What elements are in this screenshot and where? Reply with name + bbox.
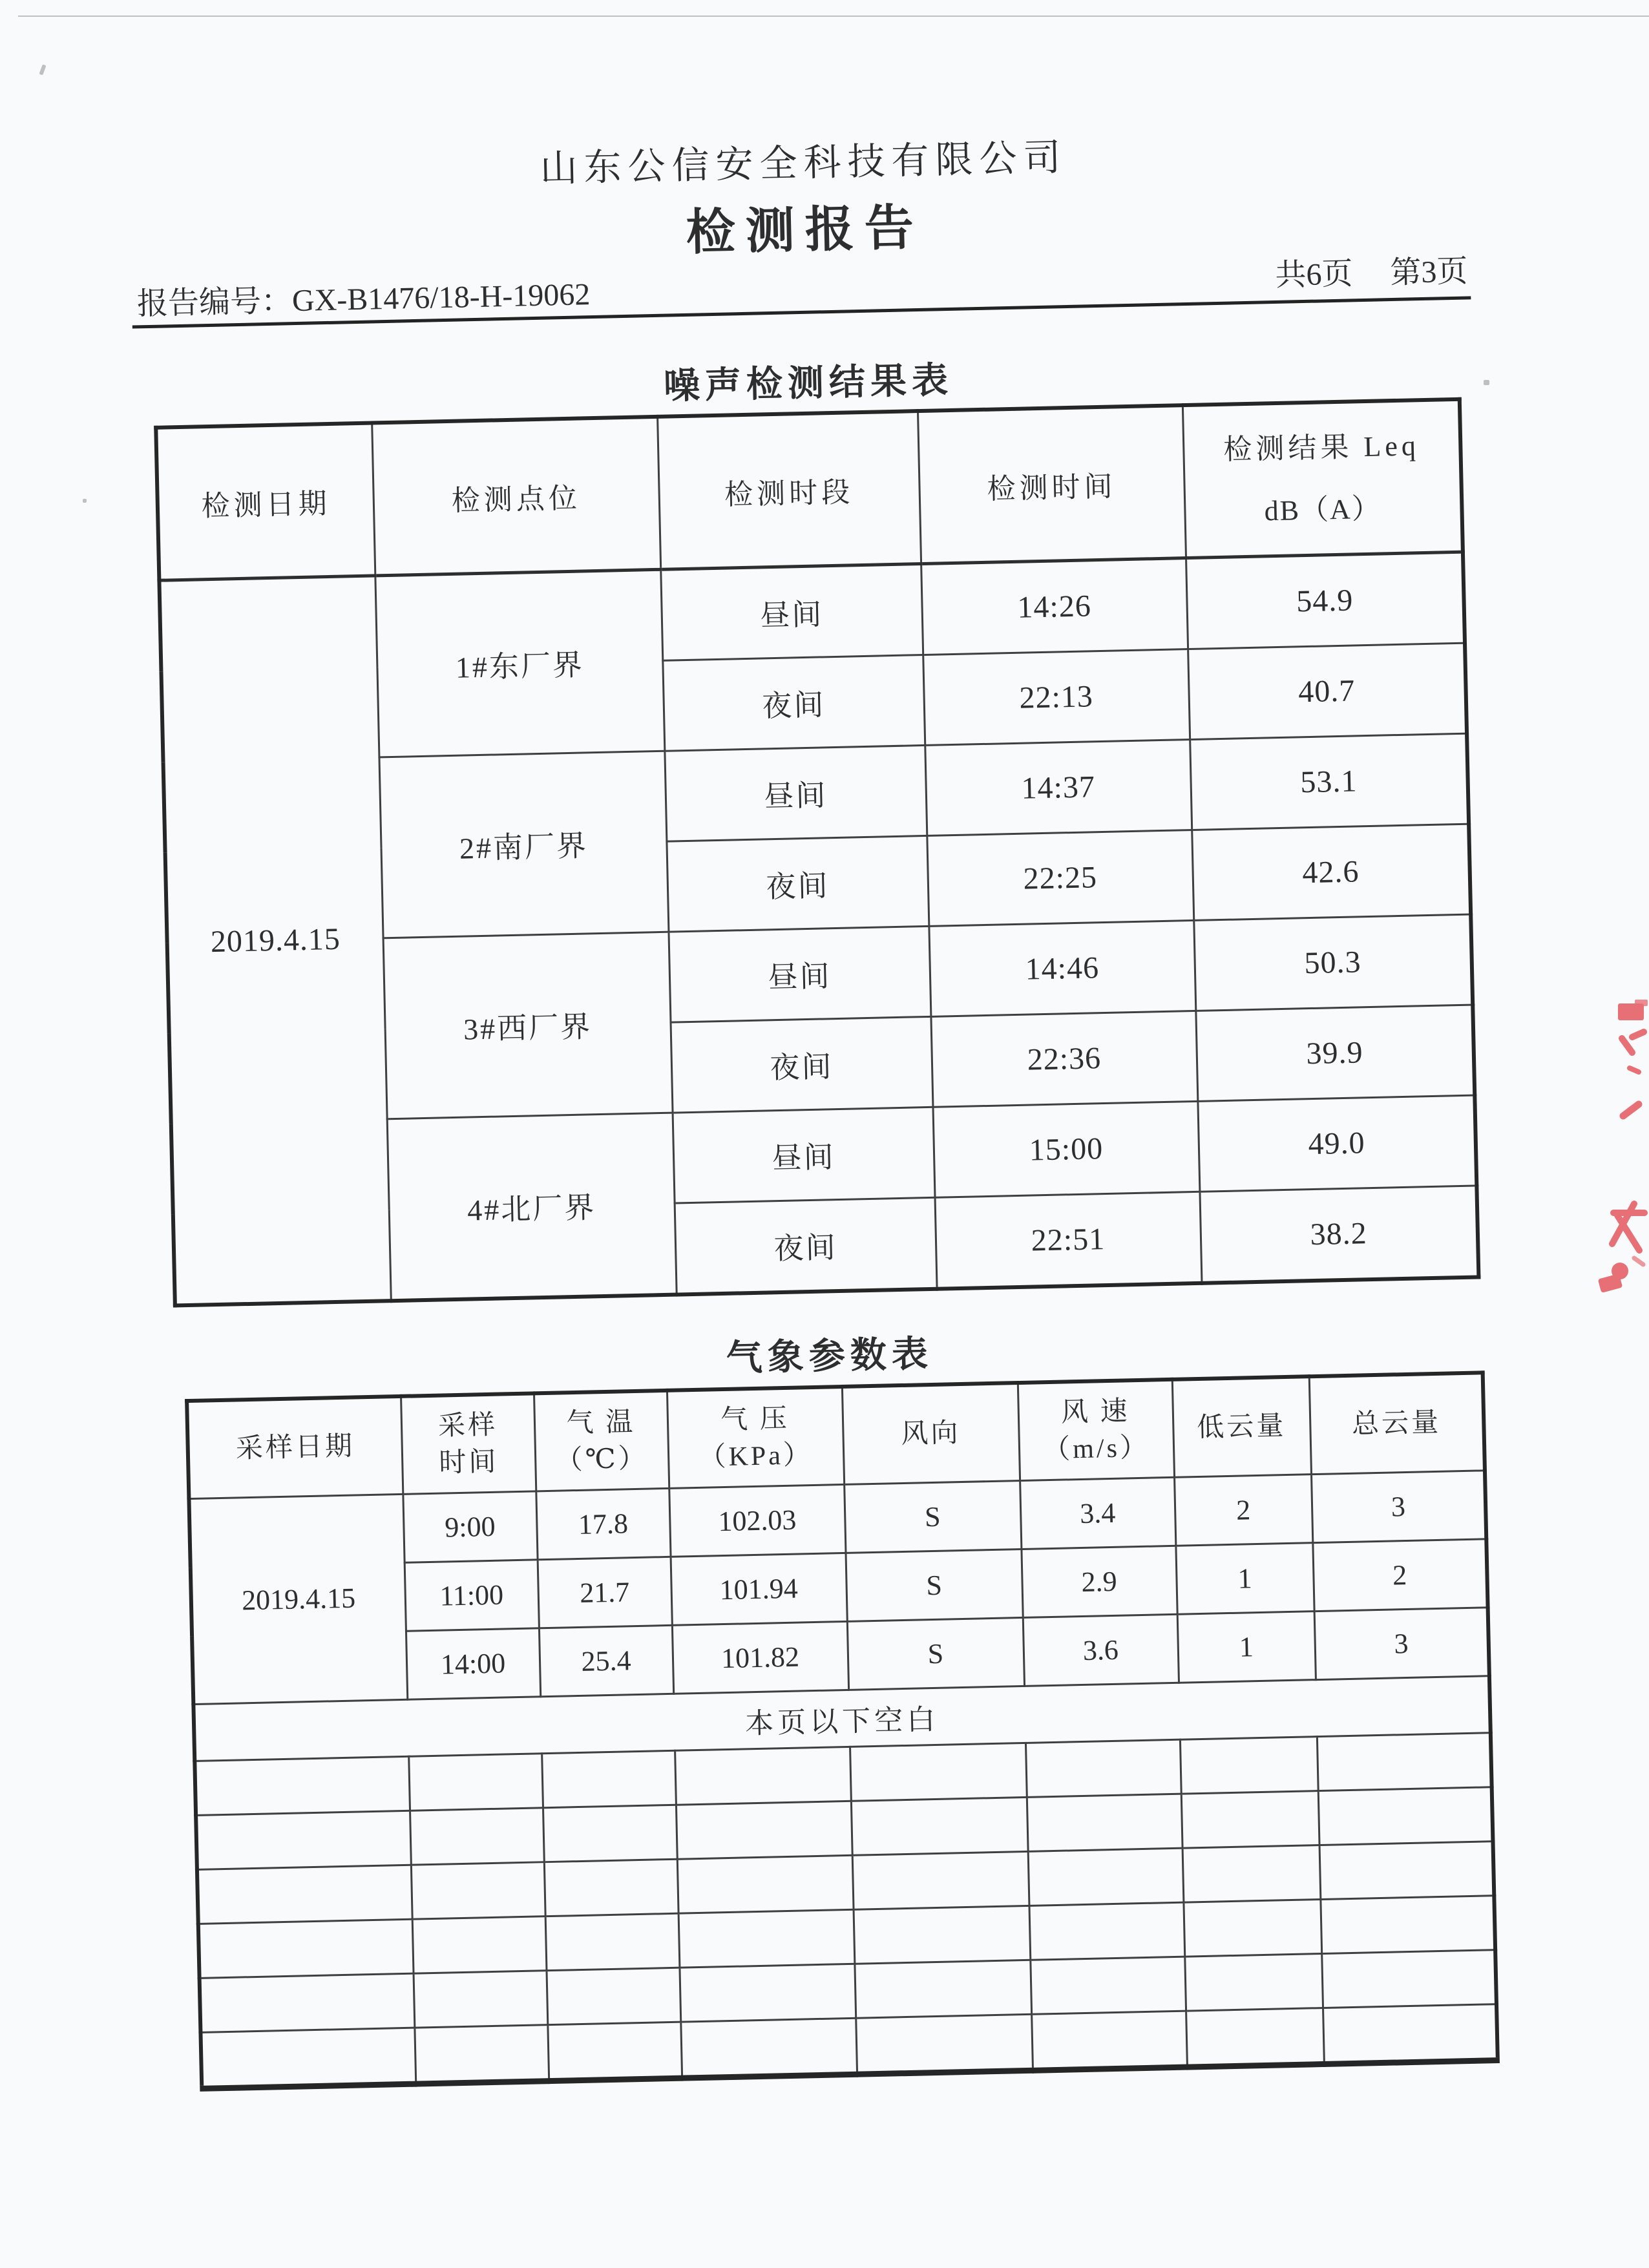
empty-cell: [678, 1909, 855, 1968]
empty-cell: [1182, 1845, 1321, 1903]
time-cell: 22:13: [923, 649, 1190, 746]
leq-cell: 40.7: [1188, 643, 1467, 739]
empty-cell: [676, 1801, 852, 1859]
empty-cell: [414, 2025, 549, 2084]
wind-speed-cell: 3.6: [1023, 1614, 1179, 1686]
leq-cell: 38.2: [1199, 1186, 1478, 1283]
sample-time-cell: 11:00: [404, 1560, 539, 1631]
period-cell: 昼间: [664, 745, 927, 841]
weather-table-body: [187, 1372, 1491, 1761]
period-cell: 夜间: [675, 1197, 937, 1294]
header-detect-date: 检测日期: [156, 423, 375, 581]
time-cell: 22:51: [935, 1192, 1202, 1288]
header-pressure: 气 压 （KPa）: [667, 1387, 844, 1488]
leq-cell: 49.0: [1197, 1095, 1476, 1192]
wind-direction-cell: S: [844, 1481, 1021, 1553]
empty-cell: [852, 1851, 1029, 1909]
time-cell: 22:25: [927, 830, 1193, 926]
current-page: 第3页: [1389, 254, 1469, 291]
result-header-line1: 检测结果 Leq: [1223, 429, 1420, 466]
empty-cell: [1318, 1787, 1493, 1845]
period-cell: 夜间: [662, 655, 925, 751]
empty-cell: [1319, 1842, 1495, 1900]
leq-cell: 50.3: [1193, 914, 1473, 1011]
site-name-cell: 3#西厂界: [383, 932, 673, 1119]
time-cell: 14:37: [925, 740, 1192, 836]
wind-direction-cell: S: [845, 1549, 1022, 1622]
empty-cell: [414, 1971, 548, 2028]
empty-cell: [854, 1906, 1031, 1964]
empty-cell: [547, 2022, 682, 2081]
total-cloud-cell: 3: [1314, 1608, 1489, 1680]
empty-cell: [545, 1913, 680, 1970]
empty-cell: [1184, 1954, 1323, 2011]
pressure-cell: 101.82: [672, 1621, 848, 1694]
pressure-cell: 102.03: [669, 1484, 845, 1557]
site-name-cell: 2#南厂界: [379, 751, 668, 938]
empty-cell: [1186, 2008, 1324, 2067]
low-cloud-cell: 1: [1177, 1612, 1316, 1683]
time-cell: 22:36: [930, 1011, 1197, 1107]
header-low-cloud: 低云量: [1172, 1376, 1311, 1477]
empty-cell: [850, 1743, 1027, 1801]
noise-table-title: 噪声检测结果表: [663, 360, 954, 407]
empty-cell: [196, 1811, 411, 1869]
temperature-cell: 21.7: [538, 1557, 672, 1628]
blank-note-cell: 本页以下空白: [193, 1676, 1490, 1761]
period-cell: 夜间: [671, 1016, 933, 1113]
header-sample-time: 采样 时间: [401, 1393, 536, 1494]
empty-cell: [1028, 1848, 1184, 1906]
report-number-line: [136, 269, 591, 323]
header-wind-speed: 风 速 （m/s）: [1018, 1380, 1174, 1481]
weather-table-title: 气象参数表: [726, 1334, 934, 1379]
period-cell: 夜间: [666, 835, 929, 932]
leq-cell: 39.9: [1195, 1005, 1475, 1101]
empty-cell: [1317, 1733, 1492, 1791]
total-cloud-cell: 2: [1312, 1539, 1487, 1612]
header-wind-direction: 风向: [842, 1383, 1020, 1484]
empty-cell: [1029, 1902, 1184, 1960]
noise-table-header-row: [156, 399, 1463, 580]
low-cloud-cell: 2: [1174, 1475, 1312, 1546]
empty-cell: [410, 1808, 544, 1865]
empty-cell: [1180, 1737, 1318, 1794]
empty-cell: [544, 1859, 678, 1916]
empty-cell: [194, 1756, 410, 1815]
temperature-cell: 25.4: [539, 1625, 673, 1696]
header-detect-period: 检测时段: [657, 411, 921, 569]
empty-cell: [677, 1855, 854, 1913]
header-detect-result: [1182, 399, 1463, 558]
period-cell: 昼间: [660, 564, 923, 661]
time-cell: 15:00: [932, 1101, 1199, 1197]
empty-cell: [680, 2018, 857, 2078]
empty-cell: [411, 1862, 545, 1919]
empty-cell: [854, 1960, 1031, 2018]
time-cell: 14:26: [921, 558, 1188, 655]
total-pages: 共6页: [1274, 257, 1354, 293]
wind-speed-cell: 3.4: [1020, 1477, 1175, 1549]
site-name-cell: 4#北厂界: [387, 1113, 677, 1301]
empty-cell: [1323, 2004, 1498, 2064]
empty-cell: [1031, 2011, 1187, 2070]
header-detect-time: 检测时间: [918, 405, 1186, 563]
period-cell: 昼间: [668, 926, 930, 1022]
company-name: 山东公信安全科技有限公司: [539, 136, 1068, 190]
red-stamp-fragment-lower: [1594, 1199, 1649, 1302]
empty-cell: [198, 1919, 414, 1978]
leq-cell: 53.1: [1190, 733, 1469, 830]
empty-cell: [1030, 1957, 1186, 2014]
report-number-value: GX-B1476/18-H-19062: [291, 277, 591, 319]
document-title: 检测报告: [685, 200, 925, 260]
empty-cell: [1320, 1896, 1495, 1954]
empty-cell: [412, 1916, 547, 1973]
empty-cell: [546, 1968, 680, 2024]
empty-cell: [851, 1797, 1028, 1855]
empty-cell: [543, 1805, 677, 1862]
page-count-info: [1275, 246, 1468, 294]
header-temperature: 气 温 （℃）: [534, 1391, 669, 1491]
leq-cell: 54.9: [1186, 552, 1465, 649]
empty-cell: [1183, 1900, 1321, 1957]
empty-cell: [200, 2028, 415, 2088]
weather-empty-rows: [194, 1733, 1498, 2089]
site-name-cell: 1#东厂界: [375, 569, 664, 757]
sample-date-cell: 2019.4.15: [189, 1494, 407, 1704]
wind-speed-cell: 2.9: [1021, 1546, 1177, 1617]
report-number-label: 报告编号：: [136, 284, 293, 322]
empty-cell: [675, 1747, 851, 1805]
low-cloud-cell: 1: [1175, 1543, 1314, 1615]
noise-results-table: [154, 397, 1480, 1308]
empty-cell: [856, 2014, 1033, 2074]
red-stamp-fragment-upper: [1604, 998, 1649, 1137]
sample-time-cell: 9:00: [403, 1491, 537, 1562]
sample-time-cell: 14:00: [406, 1628, 540, 1699]
wind-direction-cell: S: [847, 1617, 1024, 1690]
result-header-line2: dB（A）: [1264, 492, 1382, 527]
leq-cell: 42.6: [1192, 824, 1471, 920]
empty-cell: [200, 1973, 415, 2032]
empty-cell: [408, 1754, 543, 1811]
detect-date-cell: 2019.4.15: [159, 576, 390, 1306]
empty-cell: [541, 1750, 676, 1807]
total-cloud-cell: 3: [1311, 1471, 1486, 1543]
empty-cell: [1025, 1739, 1181, 1797]
empty-cell: [1181, 1791, 1319, 1849]
empty-cell: [1027, 1794, 1182, 1851]
temperature-cell: 17.8: [536, 1488, 670, 1559]
period-cell: 昼间: [673, 1107, 935, 1203]
time-cell: 14:46: [929, 920, 1195, 1016]
weather-parameters-table: [185, 1370, 1500, 2092]
pressure-cell: 101.94: [671, 1553, 847, 1625]
header-total-cloud: 总云量: [1309, 1372, 1485, 1474]
empty-cell: [197, 1865, 412, 1924]
header-sample-date: 采样日期: [187, 1396, 403, 1499]
empty-cell: [1321, 1950, 1497, 2008]
header-detect-point: 检测点位: [372, 417, 660, 576]
empty-cell: [679, 1964, 856, 2022]
